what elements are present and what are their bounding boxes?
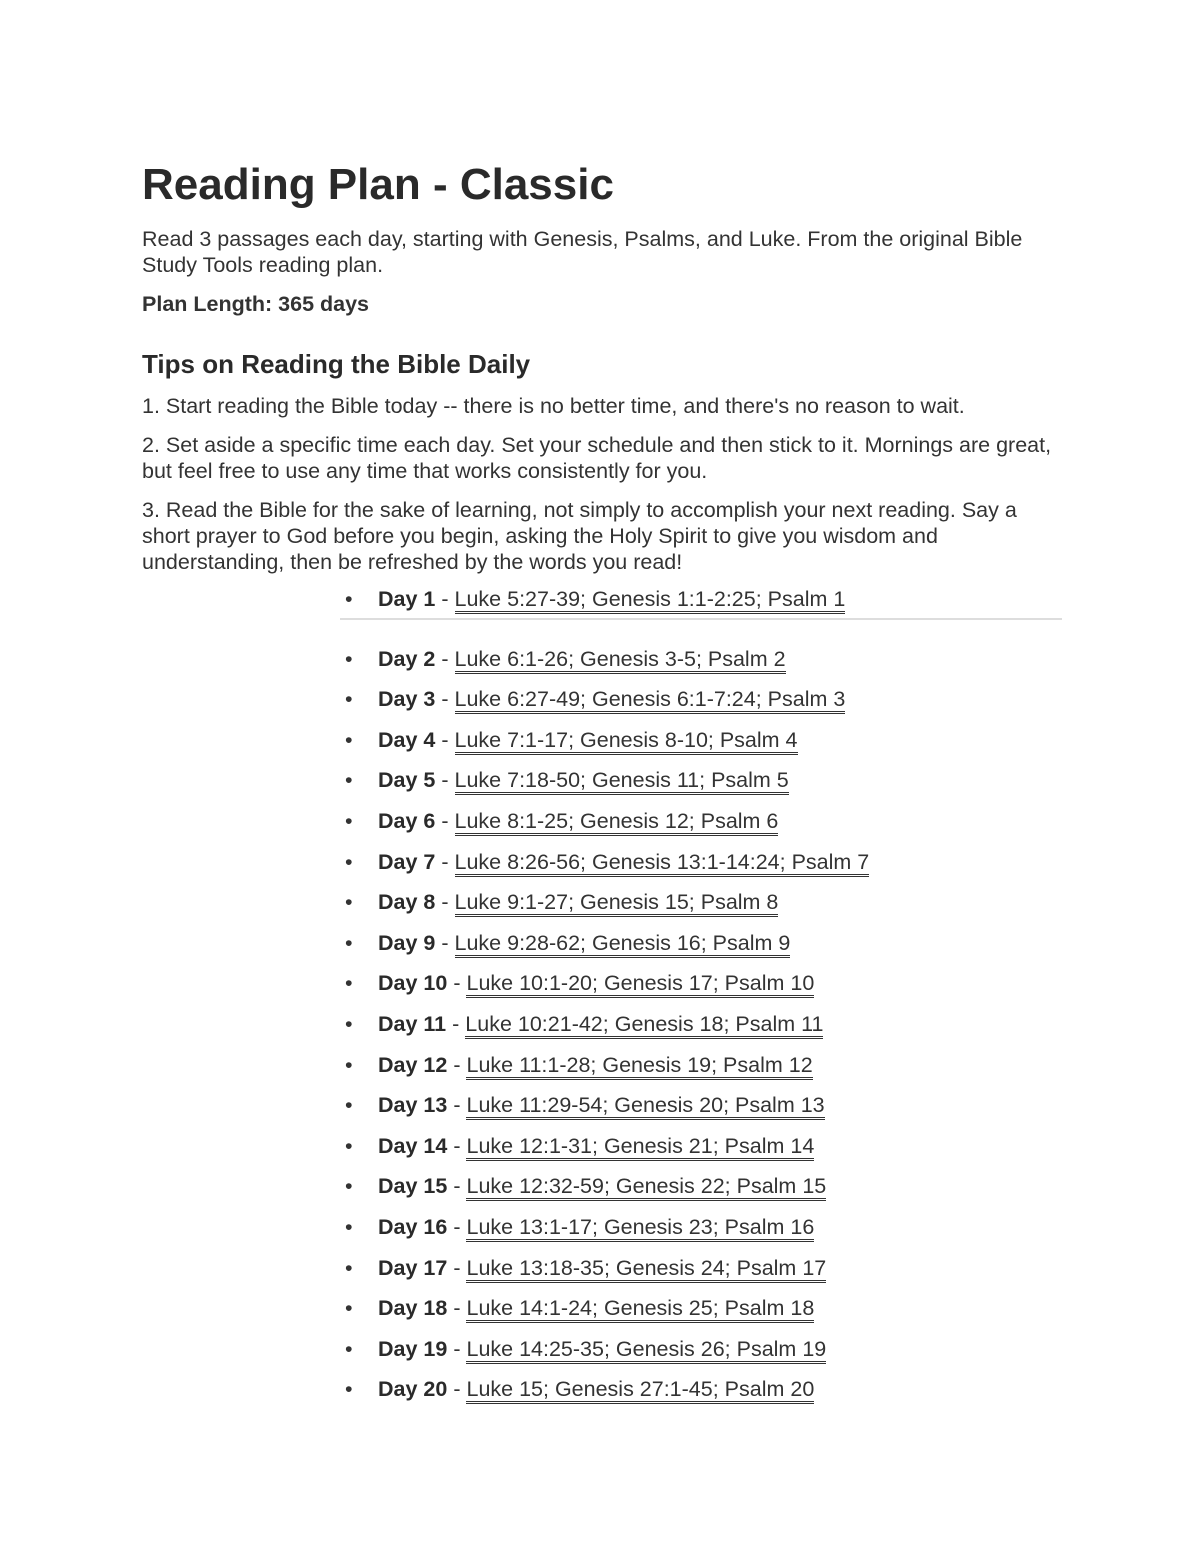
- day-label: Day 6: [378, 808, 436, 833]
- bullet-icon: •: [345, 1052, 353, 1077]
- list-item: [340, 930, 1062, 971]
- bullet-icon: •: [345, 1133, 353, 1158]
- separator: -: [453, 1093, 461, 1118]
- list-item: [340, 727, 1062, 768]
- day-label: Day 19: [378, 1336, 448, 1361]
- list-item: [340, 1011, 1062, 1052]
- tip-3: 3. Read the Bible for the sake of learning, not simply to accomplish your next reading. Say a short prayer to God before you begin, asking the Holy Spirit to give you wisdom and understanding, then be refreshed by the words you read!: [142, 498, 1017, 574]
- separator: -: [453, 1296, 461, 1321]
- bullet-icon: •: [345, 890, 353, 915]
- bullet-icon: •: [345, 1174, 353, 1199]
- passage-link[interactable]: Luke 14:25-35; Genesis 26; Psalm 19: [466, 1337, 826, 1364]
- passage-link[interactable]: Luke 7:18-50; Genesis 11; Psalm 5: [455, 768, 789, 795]
- passage-link[interactable]: Luke 9:1-27; Genesis 15; Psalm 8: [455, 890, 779, 917]
- list-item: [340, 1336, 1062, 1377]
- list-item: [340, 970, 1062, 1011]
- separator: -: [441, 687, 449, 712]
- separator: -: [441, 587, 449, 611]
- list-item: [340, 849, 1062, 890]
- bullet-icon: •: [345, 687, 353, 712]
- list-item: [340, 1214, 1062, 1255]
- separator: -: [441, 768, 449, 793]
- day-label: Day 15: [378, 1174, 448, 1199]
- day-label: Day 10: [378, 971, 448, 996]
- bullet-icon: •: [345, 1255, 353, 1280]
- passage-link[interactable]: Luke 8:26-56; Genesis 13:1-14:24; Psalm 7: [455, 850, 870, 877]
- passage-link[interactable]: Luke 5:27-39; Genesis 1:1-2:25; Psalm 1: [455, 587, 846, 614]
- day-label: Day 2: [378, 646, 436, 671]
- passage-link[interactable]: Luke 13:1-17; Genesis 23; Psalm 16: [466, 1215, 814, 1242]
- day-label: Day 7: [378, 849, 436, 874]
- separator: -: [453, 1377, 461, 1402]
- day-label: Day 12: [378, 1052, 448, 1077]
- bullet-icon: •: [345, 849, 353, 874]
- list-item: [340, 889, 1062, 930]
- passage-link[interactable]: Luke 15; Genesis 27:1-45; Psalm 20: [466, 1377, 814, 1404]
- separator: -: [453, 1255, 461, 1280]
- bullet-icon: •: [345, 646, 353, 671]
- passage-link[interactable]: Luke 12:32-59; Genesis 22; Psalm 15: [466, 1174, 826, 1201]
- list-item: [340, 1295, 1062, 1336]
- bullet-icon: •: [345, 587, 353, 611]
- document-page: [142, 158, 1062, 1402]
- separator: -: [441, 808, 449, 833]
- day-label: Day 16: [378, 1214, 448, 1239]
- bullet-icon: •: [345, 1377, 353, 1402]
- list-item: [340, 1052, 1062, 1093]
- bullet-icon: •: [345, 1093, 353, 1118]
- day-label: Day 1: [378, 587, 436, 611]
- day-label: Day 8: [378, 890, 436, 915]
- passage-link[interactable]: Luke 7:1-17; Genesis 8-10; Psalm 4: [455, 728, 798, 755]
- separator: -: [441, 930, 449, 955]
- bullet-icon: •: [345, 1336, 353, 1361]
- day-label: Day 9: [378, 930, 436, 955]
- day-label: Day 20: [378, 1377, 448, 1402]
- plan-length: Plan Length: 365 days: [142, 292, 370, 316]
- plan-description: Read 3 passages each day, starting with Genesis, Psalms, and Luke. From the original Bible Study Tools reading plan.: [142, 227, 1023, 277]
- reading-schedule-list: [340, 586, 1062, 1417]
- separator: -: [453, 1133, 461, 1158]
- separator: -: [441, 727, 449, 752]
- tip-2: 2. Set aside a specific time each day. Set your schedule and then stick to it. Mornings are great, but feel free to use any time that works consistently for you.: [142, 433, 1052, 483]
- passage-link[interactable]: Luke 6:1-26; Genesis 3-5; Psalm 2: [455, 647, 786, 674]
- passage-link[interactable]: Luke 13:18-35; Genesis 24; Psalm 17: [466, 1256, 826, 1283]
- list-item: [340, 1092, 1062, 1133]
- list-item: [340, 808, 1062, 849]
- separator: -: [453, 1174, 461, 1199]
- separator: -: [453, 1336, 461, 1361]
- separator: -: [453, 1052, 461, 1077]
- bullet-icon: •: [345, 727, 353, 752]
- separator: -: [453, 1214, 461, 1239]
- separator: -: [441, 646, 449, 671]
- bullet-icon: •: [345, 1011, 353, 1036]
- bullet-icon: •: [345, 808, 353, 833]
- day-label: Day 4: [378, 727, 436, 752]
- passage-link[interactable]: Luke 14:1-24; Genesis 25; Psalm 18: [466, 1296, 814, 1323]
- day-label: Day 18: [378, 1296, 448, 1321]
- list-item: [340, 767, 1062, 808]
- list-item: [340, 1376, 1062, 1417]
- day-label: Day 14: [378, 1133, 448, 1158]
- separator: -: [452, 1011, 460, 1036]
- passage-link[interactable]: Luke 10:21-42; Genesis 18; Psalm 11: [465, 1012, 823, 1039]
- separator: -: [441, 890, 449, 915]
- page-title: Reading Plan - Classic: [142, 160, 614, 209]
- passage-link[interactable]: Luke 8:1-25; Genesis 12; Psalm 6: [455, 809, 779, 836]
- bullet-icon: •: [345, 768, 353, 793]
- day-label: Day 17: [378, 1255, 448, 1280]
- day-label: Day 13: [378, 1093, 448, 1118]
- tips-heading: Tips on Reading the Bible Daily: [142, 349, 531, 379]
- bullet-icon: •: [345, 930, 353, 955]
- separator: -: [453, 971, 461, 996]
- list-item: [340, 686, 1062, 727]
- list-item: [340, 646, 1062, 687]
- list-item: [340, 1255, 1062, 1296]
- passage-link[interactable]: Luke 11:1-28; Genesis 19; Psalm 12: [466, 1053, 812, 1080]
- list-item: [340, 1133, 1062, 1174]
- bullet-icon: •: [345, 1214, 353, 1239]
- list-item: [340, 586, 1062, 627]
- passage-link[interactable]: Luke 6:27-49; Genesis 6:1-7:24; Psalm 3: [455, 687, 846, 714]
- passage-link[interactable]: Luke 11:29-54; Genesis 20; Psalm 13: [466, 1093, 824, 1120]
- passage-link[interactable]: Luke 9:28-62; Genesis 16; Psalm 9: [455, 931, 791, 958]
- separator: -: [441, 849, 449, 874]
- passage-link[interactable]: Luke 10:1-20; Genesis 17; Psalm 10: [466, 971, 814, 998]
- day-label: Day 3: [378, 687, 436, 712]
- tip-1: 1. Start reading the Bible today -- there is no better time, and there's no reason to wait.: [142, 394, 965, 418]
- list-item: [340, 1173, 1062, 1214]
- bullet-icon: •: [345, 971, 353, 996]
- day-label: Day 11: [378, 1011, 447, 1036]
- bullet-icon: •: [345, 1296, 353, 1321]
- day-label: Day 5: [378, 768, 436, 793]
- passage-link[interactable]: Luke 12:1-31; Genesis 21; Psalm 14: [466, 1134, 814, 1161]
